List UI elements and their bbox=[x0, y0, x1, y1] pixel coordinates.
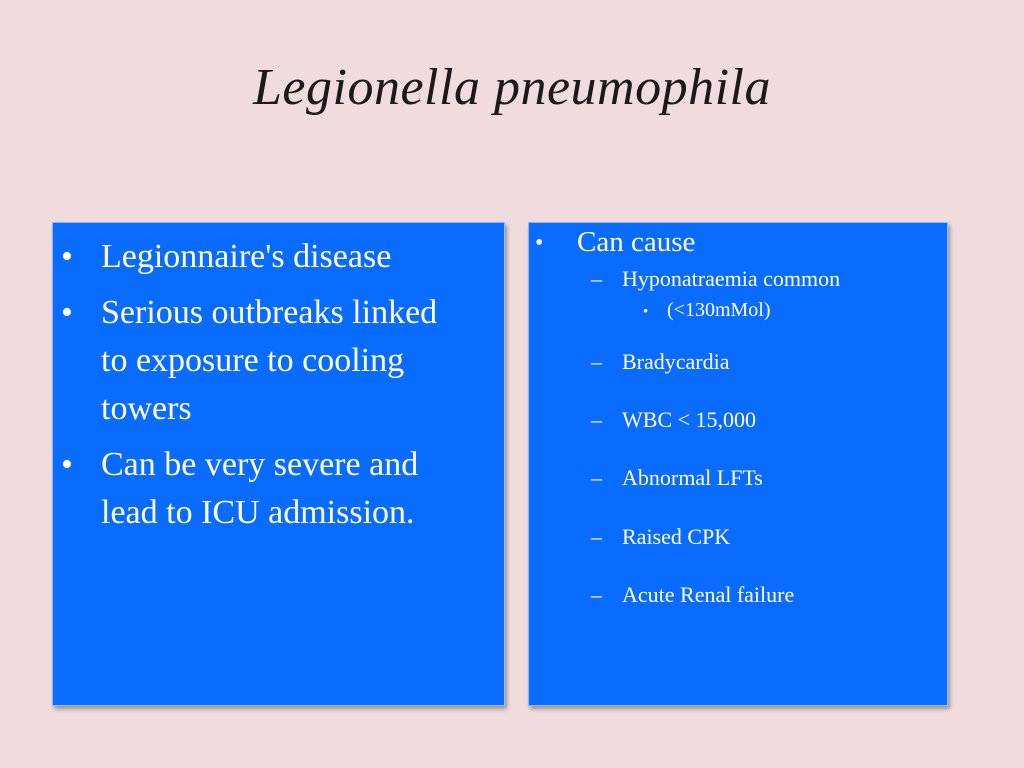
dash-icon: – bbox=[591, 582, 602, 607]
right-content-box bbox=[528, 222, 948, 706]
right-sub-item-4: Abnormal LFTs bbox=[622, 465, 763, 490]
right-sub-item-5: Raised CPK bbox=[622, 524, 731, 549]
left-item-3-line-2: lead to ICU admission. bbox=[101, 494, 415, 531]
bullet-icon: • bbox=[61, 238, 73, 275]
dash-icon: – bbox=[591, 524, 602, 549]
right-sub-item-3: WBC < 15,000 bbox=[622, 407, 757, 432]
left-item-2-line-2: to exposure to cooling bbox=[101, 342, 405, 379]
right-sub-item-1: Hyponatraemia common bbox=[622, 266, 841, 291]
right-sub-item-2: Bradycardia bbox=[622, 349, 730, 374]
dash-icon: – bbox=[591, 266, 602, 291]
bullet-icon: • bbox=[643, 304, 649, 320]
dash-icon: – bbox=[591, 349, 602, 374]
left-item-1: Legionnaire's disease bbox=[101, 238, 392, 275]
right-heading: Can cause bbox=[577, 226, 696, 258]
right-sub-sub-item: (<130mMol) bbox=[667, 299, 771, 321]
left-item-2-line-3: towers bbox=[101, 390, 192, 427]
bullet-icon: • bbox=[535, 230, 544, 256]
left-item-2-line-1: Serious outbreaks linked bbox=[101, 294, 438, 331]
left-content-box bbox=[52, 222, 505, 706]
dash-icon: – bbox=[591, 407, 602, 432]
bullet-icon: • bbox=[61, 294, 73, 331]
dash-icon: – bbox=[591, 465, 602, 490]
bullet-icon: • bbox=[61, 446, 73, 483]
left-item-3-line-1: Can be very severe and bbox=[101, 446, 419, 483]
slide-title: Legionella pneumophila bbox=[253, 59, 771, 116]
right-sub-item-6: Acute Renal failure bbox=[622, 582, 795, 607]
